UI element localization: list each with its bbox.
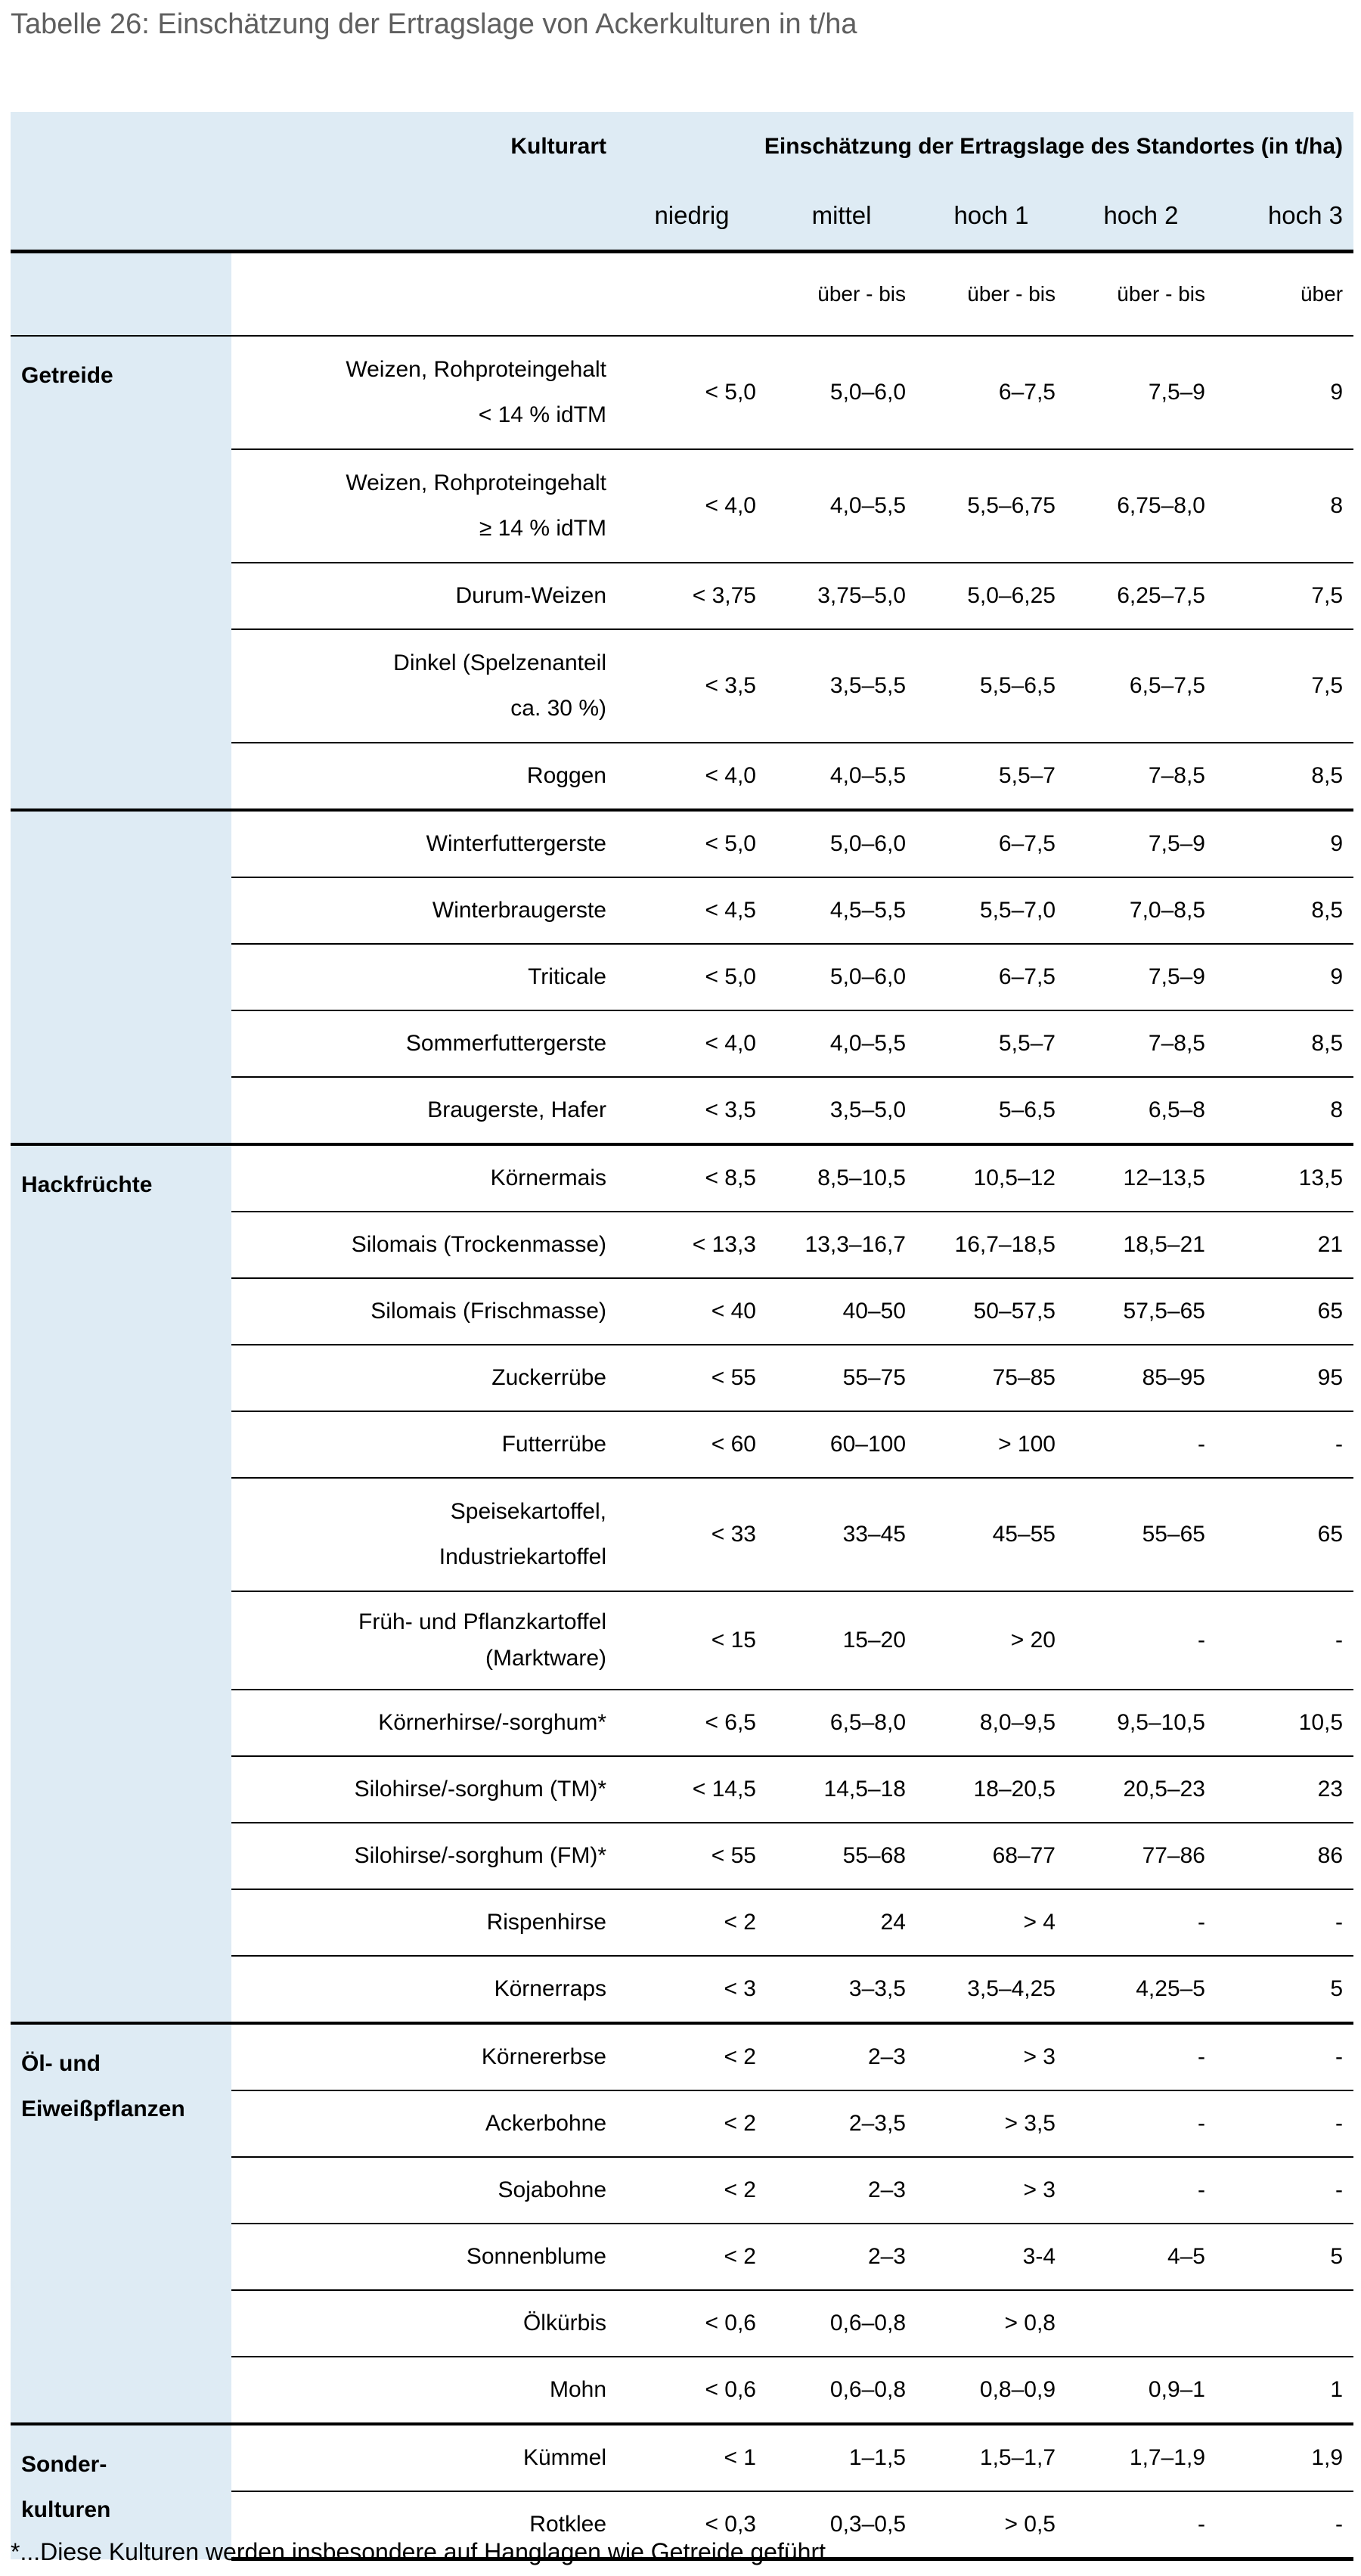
value-hoch3: 65 — [1216, 1478, 1353, 1591]
value-hoch1: 3-4 — [916, 2224, 1066, 2290]
value-hoch1: > 0,8 — [916, 2290, 1066, 2357]
header-hoch3-range: über — [1216, 252, 1353, 337]
value-hoch1: > 20 — [916, 1591, 1066, 1690]
value-hoch3: 8,5 — [1216, 743, 1353, 810]
value-hoch3: 10,5 — [1216, 1690, 1353, 1756]
value-niedrig: < 4,0 — [617, 743, 767, 810]
value-niedrig: < 2 — [617, 2023, 767, 2090]
value-hoch2: 7,5–9 — [1066, 336, 1216, 449]
value-mittel: 5,0–6,0 — [767, 810, 916, 877]
value-hoch1: 5,5–6,75 — [916, 449, 1066, 563]
value-hoch1: 75–85 — [916, 1345, 1066, 1411]
value-hoch3: 86 — [1216, 1823, 1353, 1889]
kulturart-cell — [231, 1345, 617, 1411]
kulturart-cell — [231, 1212, 617, 1278]
header-row — [11, 112, 1353, 182]
kulturart-label: Silomais (Trockenmasse) — [351, 1232, 606, 1257]
value-hoch3: - — [1216, 1411, 1353, 1478]
value-mittel: 2–3 — [767, 2023, 916, 2090]
value-hoch1: 5,0–6,25 — [916, 563, 1066, 629]
value-niedrig: < 5,0 — [617, 810, 767, 877]
value-hoch2: 20,5–23 — [1066, 1756, 1216, 1823]
kulturart-label-line2: < 14 % idTM — [478, 402, 606, 427]
value-hoch1: 45–55 — [916, 1478, 1066, 1591]
value-hoch1: 10,5–12 — [916, 1144, 1066, 1212]
value-hoch3: 65 — [1216, 1278, 1353, 1345]
value-niedrig: < 33 — [617, 1478, 767, 1591]
header-empty-cell — [11, 182, 231, 252]
value-hoch2: 18,5–21 — [1066, 1212, 1216, 1278]
value-niedrig: < 55 — [617, 1345, 767, 1411]
kulturart-label: Sommerfuttergerste — [405, 1031, 606, 1056]
value-hoch3: - — [1216, 1591, 1353, 1690]
value-mittel: 3–3,5 — [767, 1956, 916, 2023]
group-cell — [11, 336, 231, 810]
value-hoch3: - — [1216, 2157, 1353, 2224]
value-hoch2: 57,5–65 — [1066, 1278, 1216, 1345]
value-hoch2: - — [1066, 1411, 1216, 1478]
value-mittel: 55–68 — [767, 1823, 916, 1889]
kulturart-cell — [231, 1010, 617, 1077]
kulturart-label-line2: ≥ 14 % idTM — [479, 516, 606, 541]
value-niedrig: < 2 — [617, 2224, 767, 2290]
value-hoch1: 6–7,5 — [916, 336, 1066, 449]
kulturart-cell — [231, 1956, 617, 2023]
table-row — [11, 810, 1353, 877]
value-mittel: 3,75–5,0 — [767, 563, 916, 629]
value-hoch3: 13,5 — [1216, 1144, 1353, 1212]
kulturart-label: Rispenhirse — [486, 1910, 606, 1935]
value-mittel: 6,5–8,0 — [767, 1690, 916, 1756]
kulturart-label: Mohn — [549, 2377, 606, 2402]
value-hoch3: 95 — [1216, 1345, 1353, 1411]
kulturart-label: Ackerbohne — [485, 2111, 606, 2136]
kulturart-cell — [231, 877, 617, 944]
header-hoch1: hoch 1 — [916, 182, 1066, 252]
value-niedrig: < 5,0 — [617, 944, 767, 1010]
kulturart-label: Winterfuttergerste — [426, 831, 606, 856]
value-hoch2: - — [1066, 1889, 1216, 1956]
value-hoch2: 85–95 — [1066, 1345, 1216, 1411]
kulturart-cell — [231, 2357, 617, 2424]
value-hoch2: 6,75–8,0 — [1066, 449, 1216, 563]
value-mittel: 1–1,5 — [767, 2424, 916, 2491]
kulturart-cell — [231, 629, 617, 743]
header-mittel-range: über - bis — [767, 252, 916, 337]
kulturart-cell — [231, 1756, 617, 1823]
value-hoch3: 7,5 — [1216, 629, 1353, 743]
value-hoch1: 5,5–6,5 — [916, 629, 1066, 743]
value-mittel: 14,5–18 — [767, 1756, 916, 1823]
kulturart-cell — [231, 1144, 617, 1212]
value-mittel: 4,0–5,5 — [767, 449, 916, 563]
value-mittel: 8,5–10,5 — [767, 1144, 916, 1212]
kulturart-label: Silomais (Frischmasse) — [370, 1299, 606, 1324]
value-hoch1: 5,5–7 — [916, 1010, 1066, 1077]
kulturart-label: Körnerraps — [494, 1976, 606, 2001]
value-mittel: 33–45 — [767, 1478, 916, 1591]
value-hoch2: 6,5–7,5 — [1066, 629, 1216, 743]
value-hoch1: 18–20,5 — [916, 1756, 1066, 1823]
kulturart-cell — [231, 2023, 617, 2090]
header-einschaetzung: Einschätzung der Ertragslage des Standortes (in t/ha) — [617, 112, 1353, 182]
value-hoch1: 5,5–7,0 — [916, 877, 1066, 944]
table-row — [11, 2424, 1353, 2491]
value-hoch3 — [1216, 2290, 1353, 2357]
value-hoch1: 16,7–18,5 — [916, 1212, 1066, 1278]
group-label: Eiweißpflanzen — [21, 2096, 185, 2121]
kulturart-label: Weizen, Rohproteingehalt — [346, 357, 606, 382]
value-niedrig: < 3,75 — [617, 563, 767, 629]
group-label: Sonder- — [21, 2452, 107, 2477]
value-hoch3: 23 — [1216, 1756, 1353, 1823]
value-niedrig: < 60 — [617, 1411, 767, 1478]
value-hoch1: > 3,5 — [916, 2090, 1066, 2157]
value-hoch1: 6–7,5 — [916, 944, 1066, 1010]
kulturart-label: Sojabohne — [498, 2177, 606, 2202]
value-hoch3: 5 — [1216, 1956, 1353, 2023]
value-hoch3: 8 — [1216, 1077, 1353, 1144]
kulturart-label: Weizen, Rohproteingehalt — [346, 470, 606, 495]
header-niedrig: niedrig — [617, 182, 767, 252]
value-hoch3: 1,9 — [1216, 2424, 1353, 2491]
value-mittel: 2–3 — [767, 2224, 916, 2290]
value-hoch2: 0,9–1 — [1066, 2357, 1216, 2424]
kulturart-label: Durum-Weizen — [455, 583, 606, 608]
value-hoch3: 9 — [1216, 336, 1353, 449]
header-hoch1-range: über - bis — [916, 252, 1066, 337]
kulturart-cell — [231, 2224, 617, 2290]
kulturart-cell — [231, 1690, 617, 1756]
header-empty-cell — [231, 182, 617, 252]
group-cell — [11, 810, 231, 1144]
value-hoch2: 6,25–7,5 — [1066, 563, 1216, 629]
value-mittel: 55–75 — [767, 1345, 916, 1411]
kulturart-label-line2: Industriekartoffel — [439, 1544, 606, 1569]
value-mittel: 4,0–5,5 — [767, 1010, 916, 1077]
kulturart-cell — [231, 743, 617, 810]
header-kulturart: Kulturart — [231, 112, 617, 182]
table-row — [11, 1144, 1353, 1212]
kulturart-cell — [231, 336, 617, 449]
header-hoch2-range: über - bis — [1066, 252, 1216, 337]
value-hoch3: 7,5 — [1216, 563, 1353, 629]
value-hoch3: - — [1216, 2090, 1353, 2157]
kulturart-cell — [231, 1411, 617, 1478]
header-empty-cell — [231, 252, 617, 337]
value-hoch1: > 100 — [916, 1411, 1066, 1478]
value-hoch2: - — [1066, 2491, 1216, 2559]
group-cell — [11, 1144, 231, 2023]
kulturart-cell — [231, 2290, 617, 2357]
value-hoch3: - — [1216, 1889, 1353, 1956]
kulturart-cell — [231, 1478, 617, 1591]
value-niedrig: < 15 — [617, 1591, 767, 1690]
kulturart-label: Rotklee — [529, 2512, 606, 2537]
kulturart-cell — [231, 810, 617, 877]
header-empty-cell — [617, 252, 767, 337]
kulturart-label: Silohirse/-sorghum (FM)* — [354, 1843, 606, 1868]
kulturart-cell — [231, 2424, 617, 2491]
value-hoch3: 1 — [1216, 2357, 1353, 2424]
value-mittel: 60–100 — [767, 1411, 916, 1478]
group-label: kulturen — [21, 2497, 111, 2522]
kulturart-cell — [231, 1889, 617, 1956]
kulturart-cell — [231, 449, 617, 563]
value-hoch3: 5 — [1216, 2224, 1353, 2290]
value-mittel: 4,5–5,5 — [767, 877, 916, 944]
table-caption: Tabelle 26: Einschätzung der Ertragslage von Ackerkulturen in t/ha — [11, 8, 857, 40]
value-hoch2: 4,25–5 — [1066, 1956, 1216, 2023]
value-niedrig: < 0,6 — [617, 2290, 767, 2357]
value-niedrig: < 40 — [617, 1278, 767, 1345]
yield-table — [11, 112, 1353, 2561]
kulturart-label-line2: (Marktware) — [485, 1646, 606, 1671]
value-hoch3: - — [1216, 2023, 1353, 2090]
table-row — [11, 336, 1353, 449]
value-niedrig: < 1 — [617, 2424, 767, 2491]
kulturart-label: Zuckerrübe — [491, 1365, 606, 1390]
value-hoch1: 5–6,5 — [916, 1077, 1066, 1144]
kulturart-cell — [231, 1077, 617, 1144]
value-hoch1: 6–7,5 — [916, 810, 1066, 877]
kulturart-cell — [231, 944, 617, 1010]
value-hoch2: - — [1066, 2090, 1216, 2157]
value-hoch1: 5,5–7 — [916, 743, 1066, 810]
value-niedrig: < 4,0 — [617, 1010, 767, 1077]
kulturart-label: Silohirse/-sorghum (TM)* — [354, 1777, 606, 1802]
value-mittel: 0,3–0,5 — [767, 2491, 916, 2559]
value-niedrig: < 0,6 — [617, 2357, 767, 2424]
kulturart-cell — [231, 563, 617, 629]
value-hoch2: 77–86 — [1066, 1823, 1216, 1889]
value-niedrig: < 13,3 — [617, 1212, 767, 1278]
header-hoch2: hoch 2 — [1066, 182, 1216, 252]
value-hoch3: 8,5 — [1216, 1010, 1353, 1077]
value-hoch1: > 3 — [916, 2157, 1066, 2224]
kulturart-label: Dinkel (Spelzenanteil — [393, 650, 606, 675]
value-mittel: 2–3 — [767, 2157, 916, 2224]
value-hoch2: - — [1066, 1591, 1216, 1690]
kulturart-cell — [231, 2157, 617, 2224]
value-hoch2: 12–13,5 — [1066, 1144, 1216, 1212]
value-hoch2: 7,0–8,5 — [1066, 877, 1216, 944]
kulturart-label: Früh- und Pflanzkartoffel — [358, 1609, 606, 1634]
kulturart-label: Braugerste, Hafer — [427, 1097, 606, 1122]
group-label: Hackfrüchte — [21, 1172, 153, 1197]
value-hoch3: 9 — [1216, 944, 1353, 1010]
value-mittel: 3,5–5,5 — [767, 629, 916, 743]
value-mittel: 13,3–16,7 — [767, 1212, 916, 1278]
kulturart-cell — [231, 2090, 617, 2157]
value-hoch2: 1,7–1,9 — [1066, 2424, 1216, 2491]
footnote: *...Diese Kulturen werden insbesondere auf Hanglagen wie Getreide geführt — [11, 2538, 826, 2565]
value-niedrig: < 55 — [617, 1823, 767, 1889]
value-mittel: 40–50 — [767, 1278, 916, 1345]
header-hoch3: hoch 3 — [1216, 182, 1353, 252]
value-niedrig: < 5,0 — [617, 336, 767, 449]
value-hoch3: 8 — [1216, 449, 1353, 563]
kulturart-cell — [231, 1823, 617, 1889]
kulturart-label: Körnerhirse/-sorghum* — [378, 1710, 606, 1735]
value-niedrig: < 8,5 — [617, 1144, 767, 1212]
kulturart-label: Futterrübe — [501, 1432, 606, 1457]
kulturart-label: Körnererbse — [481, 2044, 606, 2069]
value-hoch1: 50–57,5 — [916, 1278, 1066, 1345]
value-hoch1: 3,5–4,25 — [916, 1956, 1066, 2023]
header-range-row — [11, 252, 1353, 337]
value-hoch2: 55–65 — [1066, 1478, 1216, 1591]
value-hoch2: - — [1066, 2157, 1216, 2224]
value-hoch2: 7,5–9 — [1066, 944, 1216, 1010]
value-hoch2: - — [1066, 2023, 1216, 2090]
group-label: Getreide — [21, 363, 113, 388]
value-hoch1: 1,5–1,7 — [916, 2424, 1066, 2491]
value-hoch1: > 0,5 — [916, 2491, 1066, 2559]
value-mittel: 2–3,5 — [767, 2090, 916, 2157]
kulturart-label-line2: ca. 30 %) — [510, 696, 606, 721]
value-hoch1: 8,0–9,5 — [916, 1690, 1066, 1756]
value-hoch2 — [1066, 2290, 1216, 2357]
kulturart-label: Roggen — [526, 763, 606, 788]
table-row — [11, 2023, 1353, 2090]
value-niedrig: < 0,3 — [617, 2491, 767, 2559]
value-mittel: 5,0–6,0 — [767, 944, 916, 1010]
value-niedrig: < 2 — [617, 1889, 767, 1956]
value-hoch3: - — [1216, 2491, 1353, 2559]
header-empty-cell — [11, 112, 231, 182]
value-mittel: 24 — [767, 1889, 916, 1956]
value-hoch3: 8,5 — [1216, 877, 1353, 944]
value-niedrig: < 4,0 — [617, 449, 767, 563]
kulturart-cell — [231, 1591, 617, 1690]
header-empty-cell — [11, 252, 231, 337]
kulturart-label: Kümmel — [522, 2445, 606, 2470]
kulturart-label: Winterbraugerste — [432, 898, 606, 923]
value-niedrig: < 3,5 — [617, 629, 767, 743]
value-hoch2: 7,5–9 — [1066, 810, 1216, 877]
value-mittel: 15–20 — [767, 1591, 916, 1690]
value-niedrig: < 3 — [617, 1956, 767, 2023]
kulturart-label: Körnermais — [490, 1165, 606, 1190]
kulturart-label: Ölkürbis — [522, 2311, 606, 2335]
value-hoch1: 0,8–0,9 — [916, 2357, 1066, 2424]
value-hoch3: 21 — [1216, 1212, 1353, 1278]
kulturart-label: Triticale — [528, 964, 606, 989]
value-mittel: 0,6–0,8 — [767, 2357, 916, 2424]
value-hoch1: 68–77 — [916, 1823, 1066, 1889]
value-niedrig: < 2 — [617, 2090, 767, 2157]
value-hoch2: 6,5–8 — [1066, 1077, 1216, 1144]
kulturart-label: Sonnenblume — [466, 2244, 606, 2269]
value-hoch1: > 3 — [916, 2023, 1066, 2090]
value-hoch2: 4–5 — [1066, 2224, 1216, 2290]
value-mittel: 0,6–0,8 — [767, 2290, 916, 2357]
header-level-row — [11, 182, 1353, 252]
value-mittel: 5,0–6,0 — [767, 336, 916, 449]
value-niedrig: < 2 — [617, 2157, 767, 2224]
value-hoch2: 9,5–10,5 — [1066, 1690, 1216, 1756]
value-hoch2: 7–8,5 — [1066, 1010, 1216, 1077]
value-niedrig: < 14,5 — [617, 1756, 767, 1823]
value-mittel: 3,5–5,0 — [767, 1077, 916, 1144]
group-label: Öl- und — [21, 2051, 101, 2076]
kulturart-label: Speisekartoffel, — [450, 1499, 606, 1524]
value-hoch3: 9 — [1216, 810, 1353, 877]
kulturart-cell — [231, 1278, 617, 1345]
value-mittel: 4,0–5,5 — [767, 743, 916, 810]
header-mittel: mittel — [767, 182, 916, 252]
value-hoch2: 7–8,5 — [1066, 743, 1216, 810]
value-hoch1: > 4 — [916, 1889, 1066, 1956]
group-cell — [11, 2023, 231, 2424]
value-niedrig: < 3,5 — [617, 1077, 767, 1144]
value-niedrig: < 6,5 — [617, 1690, 767, 1756]
value-niedrig: < 4,5 — [617, 877, 767, 944]
